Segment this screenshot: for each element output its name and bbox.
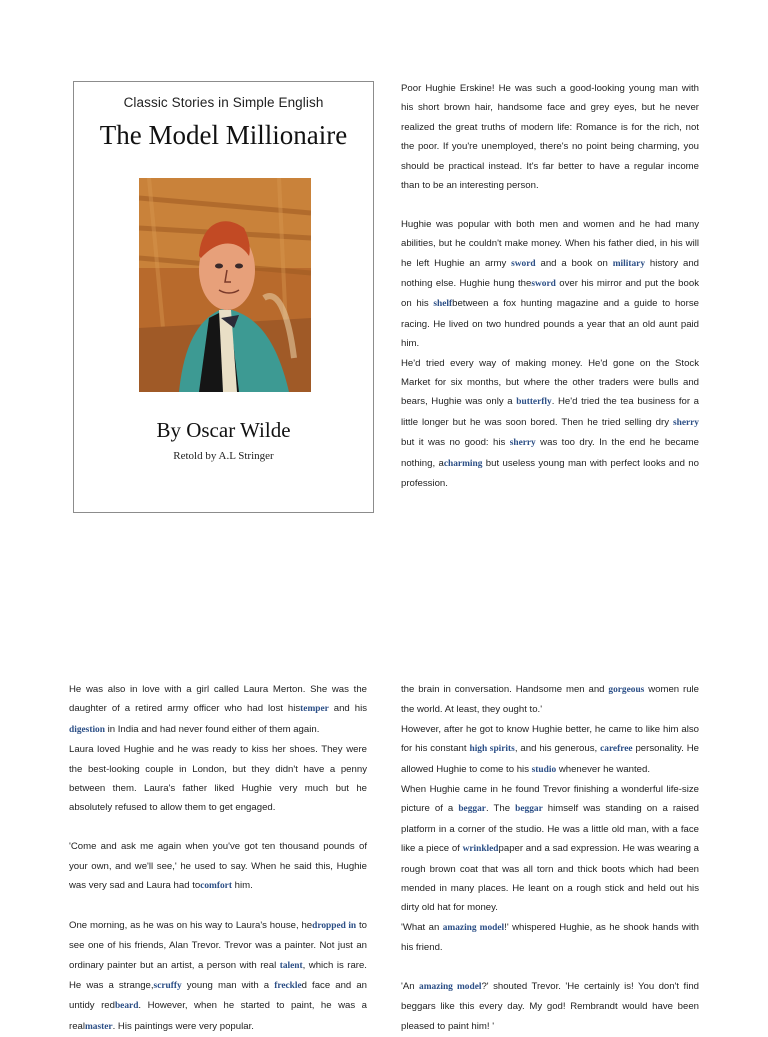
paragraph-text: , and his generous, [514, 743, 601, 755]
paragraph [69, 740, 367, 818]
paragraph-text: but useless young man with perfect looks and no profession. [401, 457, 699, 490]
paragraph-text: . However, when he started to paint, he was a real [69, 1000, 367, 1032]
paragraph-text: One morning, as he was on his way to Laura's house, he [69, 919, 313, 931]
paragraph-text: and his [328, 703, 367, 715]
paragraph-text: He'd tried every way of making money. He'd gone on the Stock Market for six months, but where the other traders were bulls and bears, Hughie was only a [401, 357, 699, 408]
paragraph-text: 'Come and ask me again when you've got ten thousand pounds of your own, and we'll see,' he used to say. When he said this, Hughie was very sad and Laura had to [69, 841, 367, 892]
paragraph-text: and a book on [535, 257, 613, 269]
paragraph [401, 918, 699, 958]
paragraph-text: to see one of his friends, Alan Trevor. Trevor was a painter. Not just an ordinary painter but an artist, a person with real [69, 919, 367, 971]
paragraph-text: . His paintings were very popular. [112, 1020, 254, 1032]
paragraph [401, 79, 699, 195]
paragraph-text: Laura loved Hughie and he was ready to kiss her shoes. They were the best-looking couple in London, but they didn't have a penny between them. Laura's father liked Hughie very much but he absolutely refused to allow them to get engaged. [69, 744, 367, 814]
paragraph-text: the brain in conversation. Handsome men and [401, 684, 609, 695]
paragraph [401, 215, 699, 354]
paragraph-text: whenever he wanted. [556, 763, 651, 775]
vocab-keyword: shelf [433, 299, 453, 310]
vocab-keyword: gorgeous [608, 685, 645, 695]
vocab-keyword: beggar [515, 804, 543, 815]
text-column-top-right [401, 79, 699, 494]
paragraph-text: Hughie was popular with both men and women and he had many abilities, but he couldn't make money. When his father died, in his will he left Hughie an army [401, 218, 699, 269]
vocab-keyword: beard [114, 1001, 139, 1012]
vocab-keyword: amazing model [419, 982, 482, 993]
paragraph-text: !' whispered Hughie, as he shook hands with his friend. [401, 921, 699, 954]
cover-painting-svg [139, 178, 311, 392]
vocab-keyword: high spirits [469, 744, 515, 755]
vocab-keyword: master [85, 1021, 113, 1032]
vocab-keyword: butterfly [516, 397, 552, 408]
vocab-keyword: sword [511, 258, 536, 269]
paragraph-text: was too dry. In the end he became nothing, a [401, 437, 699, 469]
paragraph [69, 680, 367, 740]
cover-painting-image [139, 178, 311, 392]
text-column-bottom-left [69, 680, 367, 1037]
paragraph-text: personality. He allowed Hughie to come to his [401, 743, 699, 775]
vocab-keyword: wrinkled [462, 844, 499, 855]
vocab-keyword: amazing model [442, 922, 505, 933]
vocab-keyword: carefree [600, 744, 633, 755]
paragraph-text: He was also in love with a girl called Laura Merton. She was the daughter of a retired army officer who had lost his [69, 684, 367, 715]
vocab-keyword: sherry [509, 438, 536, 449]
vocab-keyword: charming [443, 458, 483, 469]
vocab-keyword: temper [300, 704, 329, 715]
paragraph-text: 'An [401, 981, 420, 993]
paragraph-text: history and nothing else. Hughie hung the [401, 257, 699, 290]
vocab-keyword: studio [531, 764, 557, 775]
paragraph-text: but it was no good: his [401, 437, 510, 449]
cover-author: By Oscar Wilde [156, 418, 291, 442]
paragraph-text: paper and a sad expression. He was wearing a rough brown coat that was all torn and thick boots which had been mended in many places. He leant on a rough stick and held out his dirty old hat for money. [401, 843, 699, 914]
vocab-keyword: talent [279, 960, 303, 971]
vocab-keyword: comfort [200, 881, 232, 892]
paragraph-text: However, after he got to know Hughie better, he came to like him also for his constant [401, 723, 699, 755]
paragraph [401, 354, 699, 494]
vocab-keyword: sherry [672, 417, 699, 428]
cover-title: The Model Millionaire [99, 120, 348, 150]
paragraph-text: 'What an [401, 921, 443, 933]
paragraph [69, 916, 367, 1037]
vocab-keyword: scruffy [153, 981, 182, 992]
paragraph-text: , which is rare. He was a strange, [69, 959, 367, 992]
paragraph-text: Poor Hughie Erskine! He was such a good-looking young man with his short brown hair, handsome face and grey eyes, but he never realized the great truths of modern life: Romance is for the rich, not the poor. If you're unemployed, there's no point being charming, you should be practical instead. It's far better to have a regular income than to be an interesting person. [401, 83, 699, 192]
paragraph-text: him. [231, 880, 253, 892]
paragraph-text: young man with a [181, 980, 275, 992]
paragraph-text: . He'd tried the tea business for a little longer but he was soon bored. Then he tried selling dry [401, 396, 699, 428]
paragraph [401, 977, 699, 1036]
cover-reteller: Retold by A.L Stringer [173, 450, 274, 462]
cover-series: Classic Stories in Simple English [123, 95, 324, 110]
vocab-keyword: freckle [274, 981, 302, 992]
paragraph-text: ?' shouted Trevor. 'He certainly is! You don't find beggars like this every day. My god! Rembrandt would have been pleased to paint him! ' [401, 981, 699, 1032]
paragraph-text: d face and an untidy red [69, 980, 367, 1012]
paragraph [401, 720, 699, 780]
vocab-keyword: sword [531, 279, 556, 290]
paragraph-text: over his mirror and put the book on his [401, 278, 699, 310]
paragraph-text: women rule the world. At least, they ought to.' [401, 684, 699, 716]
vocab-keyword: digestion [69, 724, 105, 735]
paragraph-text: When Hughie came in he found Trevor finishing a wonderful life-size picture of a [401, 784, 699, 815]
vocab-keyword: dropped in [312, 920, 357, 931]
book-cover [73, 81, 374, 513]
paragraph-text: himself was standing on a raised platform in a corner of the studio. He was a little old man, with a face like a piece of [401, 803, 699, 855]
paragraph-text: in India and had never found either of them again. [104, 723, 320, 735]
paragraph [401, 780, 699, 918]
paragraph [401, 680, 699, 720]
paragraph-text: . The [485, 803, 516, 815]
paragraph [69, 837, 367, 896]
paragraph-text: between a fox hunting magazine and a guide to horse racing. He lived on two hundred pounds a year that an old aunt paid him. [401, 298, 699, 350]
text-column-bottom-right [401, 680, 699, 1036]
vocab-keyword: beggar [458, 804, 486, 815]
vocab-keyword: military [612, 258, 646, 269]
